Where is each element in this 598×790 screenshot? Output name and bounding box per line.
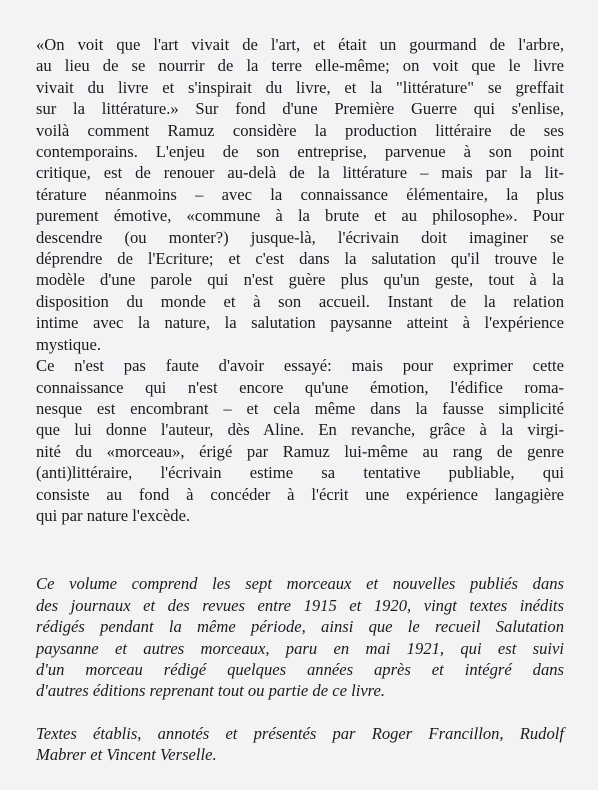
text-line: d'autres éditions reprenant tout ou partie de ce livre. (36, 681, 386, 701)
text-line: qui par nature l'excède. (36, 505, 191, 525)
spacer (36, 526, 564, 573)
text-line: contemporains. L'enjeu de son entreprise, parvenue à son point (36, 142, 564, 162)
text-line: Ce n'est pas faute d'avoir essayé: mais pour exprimer cette (36, 356, 564, 376)
text-line: voilà comment Ramuz considère la production littéraire de ses (36, 120, 564, 140)
text-line: des journaux et des revues entre 1915 et 1920, vingt textes inédits (36, 595, 564, 615)
text-line: Mabrer et Vincent Verselle. (36, 745, 217, 765)
text-line: purement émotive, «commune à la brute et au philosophe». Pour (36, 206, 564, 226)
text-line: paysanne et autres morceaux, paru en mai 1921, qui est suivi (36, 638, 564, 658)
text-line: au lieu de se nourrir de la terre elle-même; on voit que le livre (36, 56, 564, 76)
text-line: descendre (ou monter?) jusque-là, l'écrivain doit imaginer se (36, 227, 564, 247)
blurb-paragraph-1 (36, 34, 564, 355)
text-line: (anti)littéraire, l'écrivain estime sa tentative publiable, qui (36, 463, 564, 483)
spacer (36, 702, 564, 723)
text-line: connaissance qui n'est encore qu'une émotion, l'édifice roma- (36, 377, 564, 397)
text-line: térature néanmoins – avec la connaissance élémentaire, la plus (36, 184, 564, 204)
text-line: disposition du monde et à son accueil. Instant de la relation (36, 291, 564, 311)
text-line: que lui donne l'auteur, dès Aline. En revanche, grâce à la virgi- (36, 420, 564, 440)
text-line: vivait du livre et s'inspirait du livre, et la "littérature" se greffait (36, 77, 564, 97)
blurb-paragraph-2 (36, 355, 564, 526)
text-line: rédigés pendant la même période, ainsi que le recueil Salutation (36, 617, 564, 637)
text-line: mystique. (36, 334, 101, 354)
text-line: critique, est de renouer au-delà de la littérature – mais par la lit- (36, 163, 564, 183)
text-line: consiste au fond à concéder à l'écrit une expérience langagière (36, 484, 564, 504)
edition-note (36, 573, 564, 701)
text-line: sur la littérature.» Sur fond d'une Première Guerre qui s'enlise, (36, 99, 564, 119)
text-line: intime avec la nature, la salutation paysanne atteint à l'expérience (36, 313, 564, 333)
text-line: d'un morceau rédigé quelques années après et intégré dans (36, 659, 564, 679)
text-line: Textes établis, annotés et présentés par Roger Francillon, Rudolf (36, 723, 564, 743)
text-line: Ce volume comprend les sept morceaux et nouvelles publiés dans (36, 574, 564, 594)
text-line: «On voit que l'art vivait de l'art, et était un gourmand de l'arbre, (36, 35, 564, 54)
text-line: déprendre de l'Ecriture; et c'est dans la salutation qu'il trouve le (36, 249, 564, 269)
text-line: nesque est encombrant – et cela même dans la fausse simplicité (36, 398, 564, 418)
text-line: modèle d'une parole qui n'est guère plus qu'un geste, tout à la (36, 270, 564, 290)
text-line: nité du «morceau», érigé par Ramuz lui-même au rang de genre (36, 441, 564, 461)
editors-credit (36, 723, 564, 766)
